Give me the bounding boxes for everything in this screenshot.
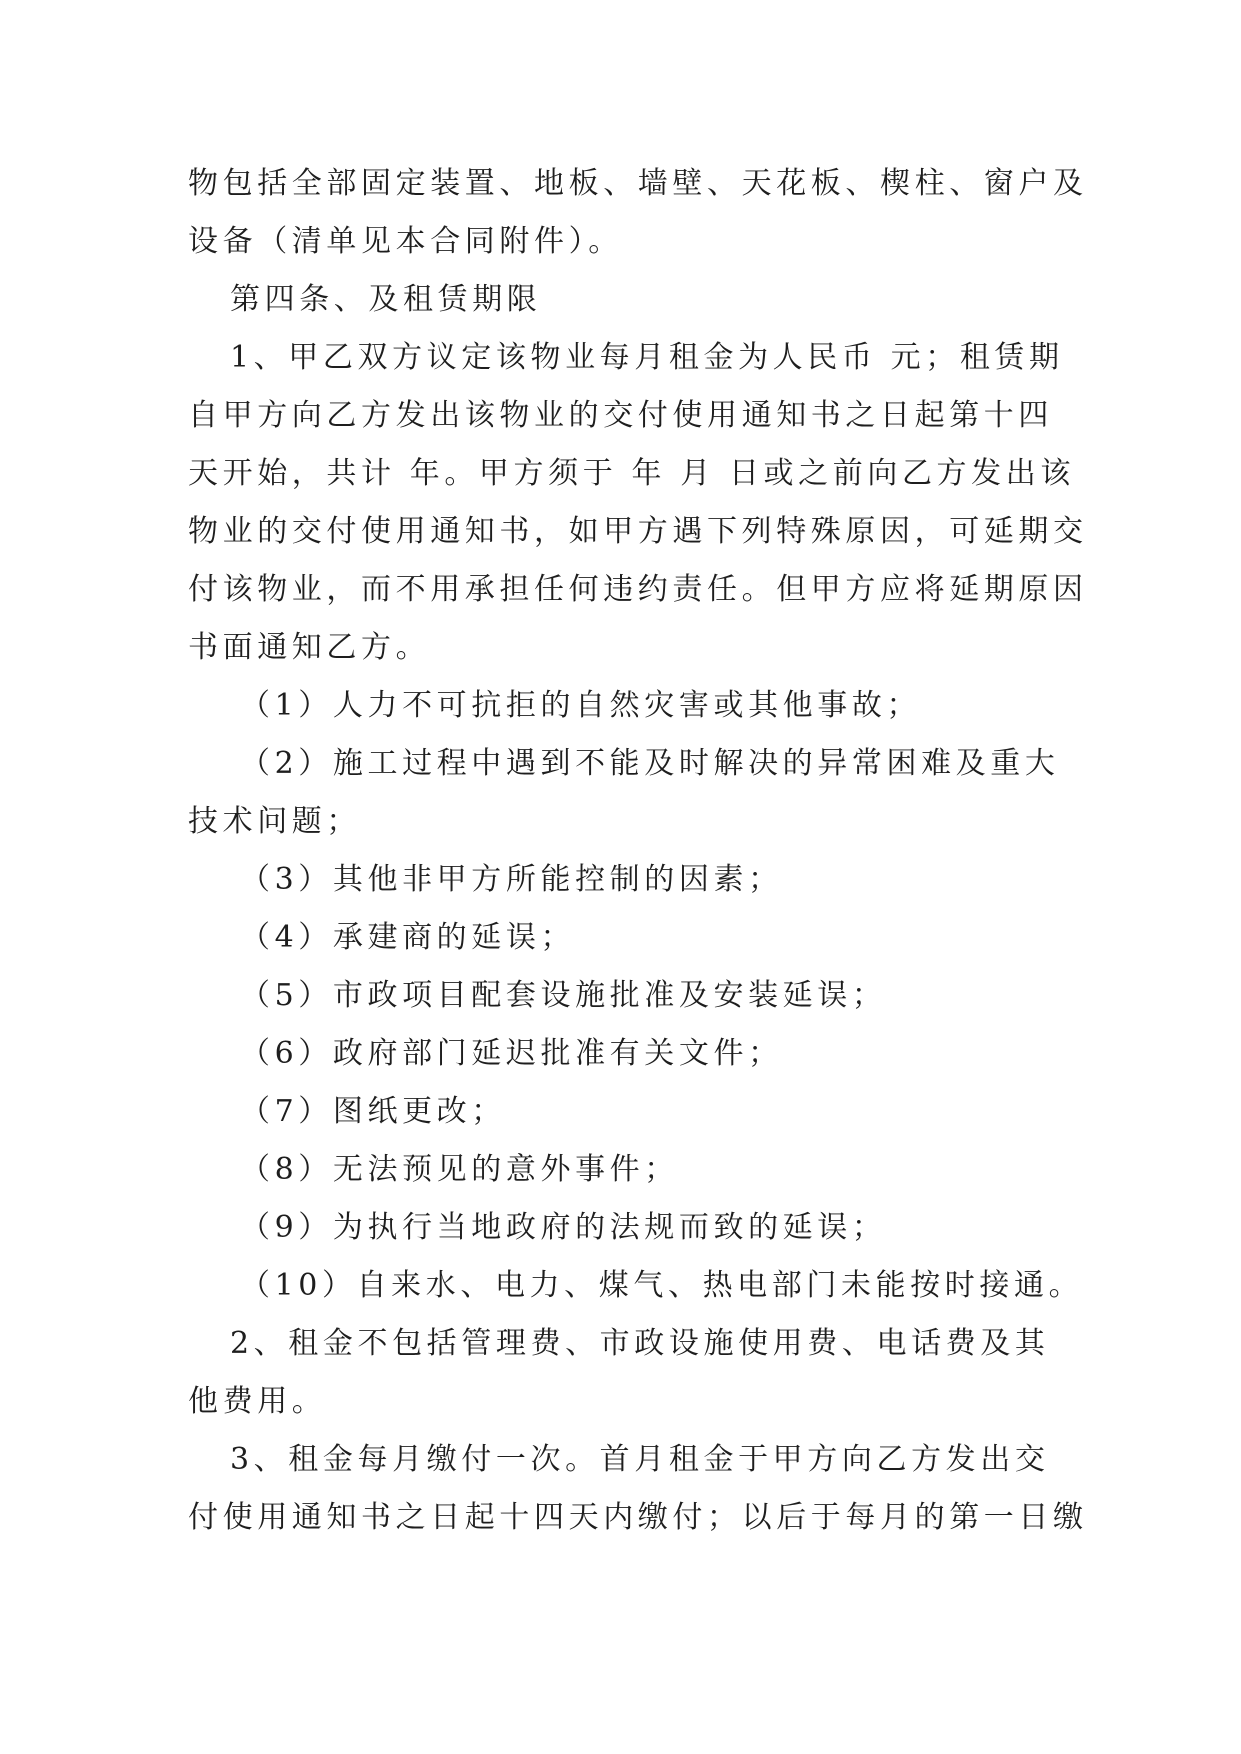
text-line: 付使用通知书之日起十四天内缴付；以后于每月的第一日缴 <box>188 1500 1088 1535</box>
list-item: （8）无法预见的意外事件； <box>240 1152 679 1187</box>
list-item: （3）其他非甲方所能控制的因素； <box>240 862 783 897</box>
text-line: 他费用。 <box>188 1384 327 1419</box>
text-line: 技术问题； <box>188 804 361 839</box>
text-line: 物业的交付使用通知书，如甲方遇下列特殊原因，可延期交 <box>188 514 1088 549</box>
text-line: 物包括全部固定装置、地板、墙壁、天花板、楔柱、窗户及 <box>188 166 1088 201</box>
text-line: 1、甲乙双方议定该物业每月租金为人民币 元；租赁期 <box>230 340 1064 375</box>
list-item: （1）人力不可抗拒的自然灾害或其他事故； <box>240 688 922 723</box>
article-heading: 第四条、及租赁期限 <box>230 282 542 317</box>
list-item: （4）承建商的延误； <box>240 920 576 955</box>
list-item: （5）市政项目配套设施批准及安装延误； <box>240 978 887 1013</box>
list-item: （9）为执行当地政府的法规而致的延误； <box>240 1210 887 1245</box>
list-item: （6）政府部门延迟批准有关文件； <box>240 1036 783 1071</box>
list-item: （10）自来水、电力、煤气、热电部门未能按时接通。 <box>240 1268 1084 1303</box>
text-line: 书面通知乙方。 <box>188 630 431 665</box>
document-body <box>188 155 1088 1547</box>
text-line: 设备（清单见本合同附件）。 <box>188 224 623 259</box>
text-line: 自甲方向乙方发出该物业的交付使用通知书之日起第十四 <box>188 398 1053 433</box>
text-line: 天开始，共计 年。甲方须于 年 月 日或之前向乙方发出该 <box>188 456 1075 491</box>
list-item: （2）施工过程中遇到不能及时解决的异常困难及重大 <box>240 746 1060 781</box>
list-item: （7）图纸更改； <box>240 1094 506 1129</box>
text-line: 2、租金不包括管理费、市政设施使用费、电话费及其 <box>230 1326 1050 1361</box>
text-line: 3、租金每月缴付一次。首月租金于甲方向乙方发出交 <box>230 1442 1050 1477</box>
text-line: 付该物业，而不用承担任何违约责任。但甲方应将延期原因 <box>188 572 1088 607</box>
